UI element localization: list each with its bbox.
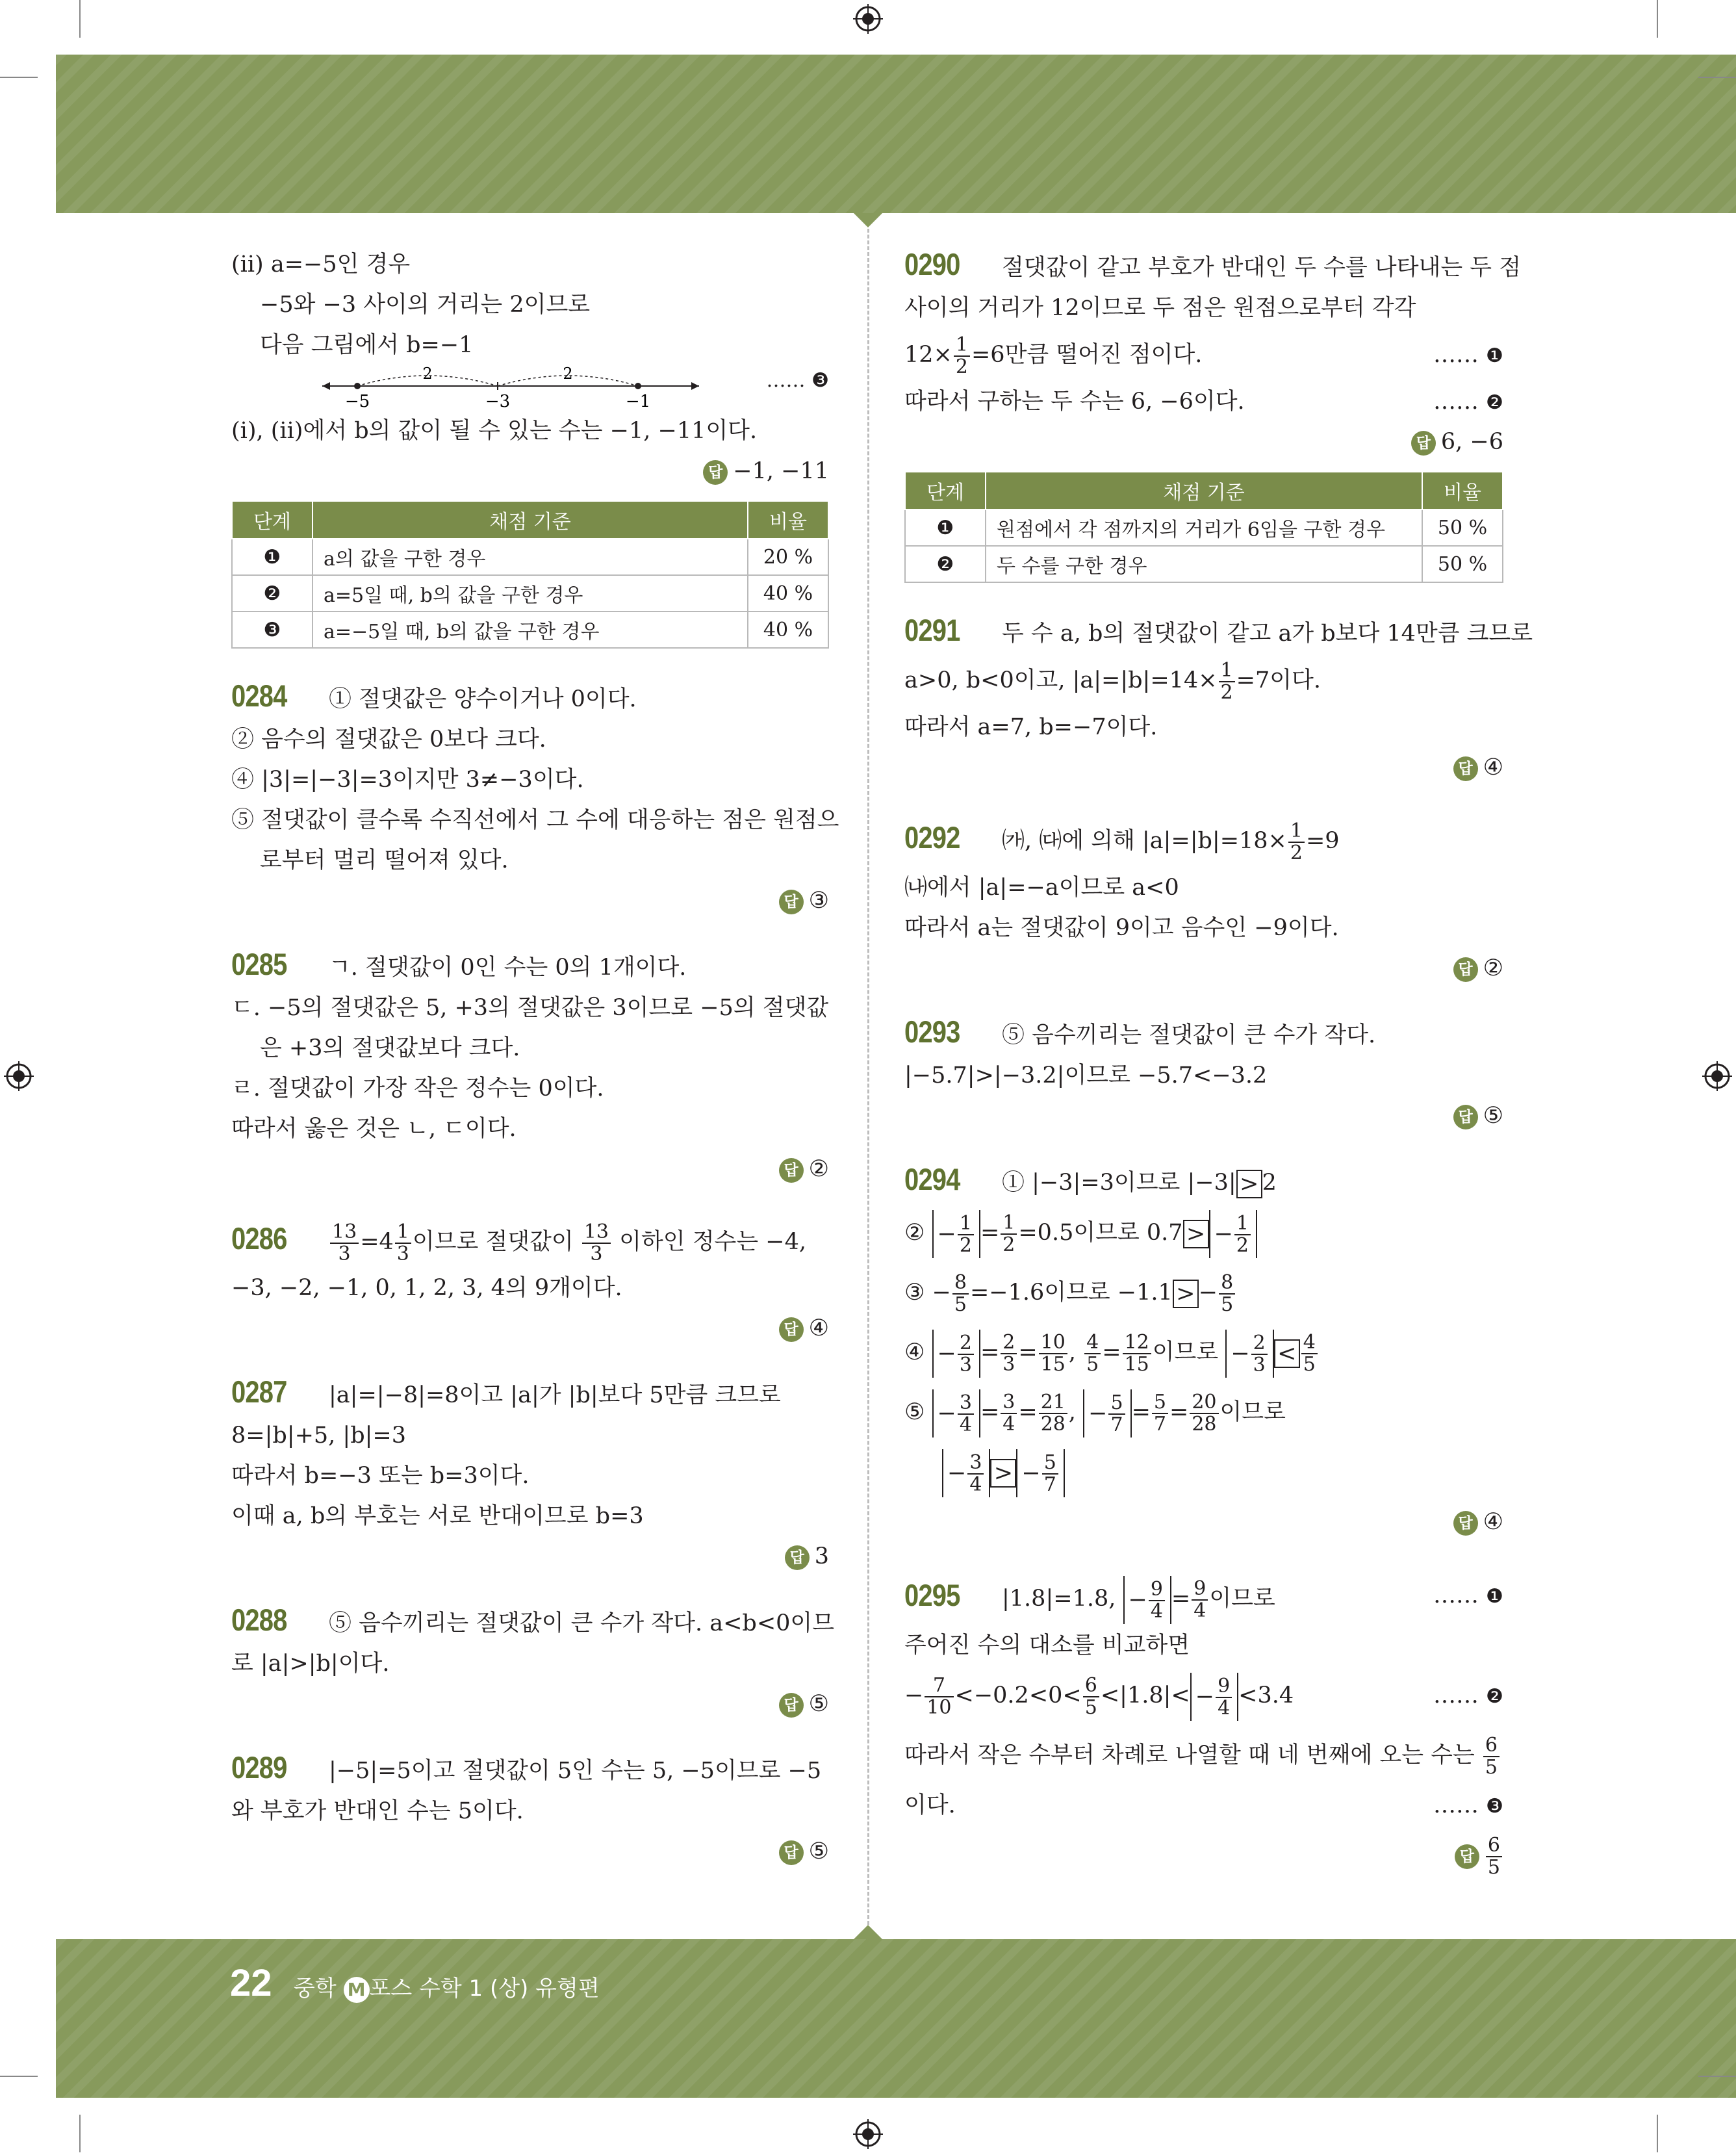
answer-badge: 답: [779, 1693, 804, 1718]
case-ii-heading: (ⅱ) a=−5인 경우: [231, 251, 411, 277]
problem-0289: 0289 |−5|=5이고 절댓값이 5인 수는 5, −5이므로 −5 와 부호가 반대인 수는 5이다. 답 ⑤: [231, 1747, 829, 1872]
answer-badge: 답: [779, 1158, 804, 1183]
right-column: [904, 244, 1533, 1885]
text-line: 다음 그림에서 b=−1: [260, 332, 474, 358]
problem-0284: 0284 ① 절댓값은 양수이거나 0이다. ② 음수의 절댓값은 0보다 크다. ④ |3|=|−3|=3이지만 3≠−3이다. ⑤ 절댓값이 클수록 수직선에서 그 수에 대응하는 점은 원점으 로부터 멀리 떨어져 있다. 답 ③: [231, 676, 829, 921]
number-line-diagram: [322, 365, 699, 411]
gap-label: 2: [563, 365, 573, 383]
answer-badge: 답: [1453, 1105, 1478, 1129]
problem-number: 0290: [904, 247, 960, 281]
header-notch: [854, 213, 882, 227]
crop-mark: [1698, 2076, 1736, 2077]
answer-badge: 답: [779, 1840, 804, 1865]
tick-label: −1: [625, 392, 651, 411]
registration-mark-icon: [853, 2119, 883, 2149]
table-header: 비율: [748, 501, 828, 539]
scoring-table: [904, 471, 1503, 583]
problem-number: 0293: [904, 1014, 960, 1049]
book-title: 중학 M 포스 수학 1 (상) 유형편: [294, 1976, 600, 2002]
answer-badge: 답: [1453, 957, 1478, 982]
gap-label: 2: [422, 365, 433, 383]
answer-badge: 답: [785, 1545, 810, 1570]
tick-label: −3: [485, 392, 511, 411]
problem-0294: 0294 ① |−3|=3이므로 |−3| > 2 ② − $\frac{1}{2}$ = $\frac{1}{2}$ =0.5이므로 0.7 > − $\frac{1}{2}$ ③ − $\frac{8}{5}$ =−1.6이므로 −1.1 > − $\frac{8}{5}$ ④ − $\frac{2}{3}$ = $\frac{2}{3}$ = $\frac{10}{15}$ , $\frac{4}{5}$ = $\frac{12}{15}$ 이므로 − $\frac{2}{3}$ < $\frac{4}{5}$ ⑤ − $\frac{3}{4}$ = $\frac{3}{4}$ = $\frac{21}{28}$ , − $\frac{5}{7}$ = $\frac{5}{7}$ = $\frac{20}{28}$ 이므로 − $\frac{3}{4}$ > − $\frac{5}{7}$ 답 ④: [904, 1159, 1503, 1542]
page-number: 22: [230, 1962, 272, 2004]
problem-0287: 0287 |a|=|−8|=8이고 |a|가 |b|보다 5만큼 크므로 8=|b|+5, |b|=3 따라서 b=−3 또는 b=3이다. 이때 a, b의 부호는 서로 반대이므로 b=3 답 3: [231, 1372, 829, 1577]
crop-mark: [1657, 0, 1658, 38]
crop-mark: [1698, 77, 1736, 78]
crop-mark: [1657, 2115, 1658, 2152]
table-row: ❷ a=5일 때, b의 값을 구한 경우 40 %: [232, 575, 828, 612]
scoring-table: [231, 500, 829, 649]
table-row: ❶ 원점에서 각 점까지의 거리가 6임을 구한 경우 50 %: [905, 509, 1503, 546]
table-header: 채점 기준: [986, 472, 1422, 509]
problem-number: 0291: [904, 613, 960, 647]
crop-mark: [79, 0, 81, 38]
problem-number: 0295: [904, 1578, 960, 1612]
table-header: 채점 기준: [313, 501, 748, 539]
number-line-row: [231, 365, 829, 411]
column-divider: [867, 229, 869, 1925]
problem-number: 0294: [904, 1162, 960, 1196]
footer-band: [56, 1939, 1736, 2098]
crop-mark: [0, 2076, 38, 2077]
problem-number: 0289: [231, 1750, 287, 1785]
crop-mark: [79, 2115, 81, 2152]
problem-0288: 0288 ⑤ 음수끼리는 절댓값이 큰 수가 작다. a<b<0이므 로 |a|>|b|이다. 답 ⑤: [231, 1600, 829, 1724]
footer-notch: [854, 1925, 882, 1939]
crop-mark: [0, 77, 38, 78]
summary-line: (ⅰ), (ⅱ)에서 b의 값이 될 수 있는 수는 −1, −11이다.: [231, 418, 758, 444]
problem-number: 0288: [231, 1603, 287, 1637]
problem-number: 0284: [231, 678, 287, 713]
problem-0293: 0293 ⑤ 음수끼리는 절댓값이 큰 수가 작다. |−5.7|>|−3.2|이므로 −5.7<−3.2 답 ⑤: [904, 1012, 1503, 1136]
problem-0292: 0292 ㈎, ㈐에 의해 |a|=|b|=18× $\frac{1}{2}$ =9 ㈏에서 |a|=−a이므로 a<0 따라서 a는 절댓값이 9이고 음수인 −9이다. 답 ②: [904, 811, 1503, 988]
problem-number: 0285: [231, 947, 287, 981]
problem-number: 0286: [231, 1221, 287, 1256]
problem-0290: 0290 절댓값이 같고 부호가 반대인 두 수를 나타내는 두 점 사이의 거리가 12이므로 두 점은 원점으로부터 각각 12× $\frac{1}{2}$ =6만큼 떨어진 점이다. …… ❶ 따라서 구하는 두 수는 6, −6이다. …… ❷ 답 6, −6: [904, 244, 1503, 462]
answer-badge: 답: [1453, 756, 1478, 781]
answer-badge: 답: [779, 1317, 804, 1342]
tick-label: −5: [344, 392, 370, 411]
table-header: 단계: [232, 501, 313, 539]
answer-badge: 답: [1455, 1844, 1479, 1869]
problem-0295: 0295 |1.8|=1.8, − $\frac{9}{4}$ = $\frac{9}{4}$ 이므로 …… ❶ 주어진 수의 대소를 비교하면 − $\frac{7}{10}$ <−0.2<0< $\frac{6}{5}$ <|1.8|< − $\frac{9}{4}$ <3.4 …… ❷ 따라서 작은 수부터 차례로 나열할 때 네 번째에 오는 수는 $\frac{6}{5}$ 이다. …… ❸ 답 $\frac{6}{5}$: [904, 1566, 1503, 1885]
left-column: [231, 244, 839, 1872]
text-line: −5와 −3 사이의 거리는 2이므로: [260, 292, 591, 318]
header-band: [56, 55, 1736, 213]
table-row: ❸ a=−5일 때, b의 값을 구한 경우 40 %: [232, 612, 828, 648]
problem-0286: 0286 $\frac{13}{3}$ =4 $\frac{1}{3}$ 이므로 절댓값이 $\frac{13}{3}$ 이하인 정수는 −4, −3, −2, −1, 0, 1, 2, 3, 4의 9개이다. 답 ④: [231, 1213, 829, 1348]
table-header: 비율: [1422, 472, 1503, 509]
problem-number: 0292: [904, 820, 960, 855]
problem-0285: 0285 ㄱ. 절댓값이 0인 수는 0의 1개이다. ㄷ. −5의 절댓값은 5, +3의 절댓값은 3이므로 −5의 절댓값 은 +3의 절댓값보다 크다. ㄹ. 절댓값이 가장 작은 정수는 0이다. 따라서 옳은 것은 ㄴ, ㄷ이다. 답 ②: [231, 944, 829, 1189]
answer-badge: 답: [1453, 1511, 1478, 1536]
problem-number: 0287: [231, 1374, 287, 1409]
m-logo-icon: M: [344, 1977, 370, 2003]
answer-badge: 답: [703, 460, 728, 485]
answer-badge: 답: [1411, 431, 1436, 456]
problem-0291: 0291 두 수 a, b의 절댓값이 같고 a가 b보다 14만큼 크므로 a>0, b<0이고, |a|=|b|=14× $\frac{1}{2}$ =7이다. 따라서 a=7, b=−7이다. 답 ④: [904, 610, 1503, 788]
registration-mark-icon: [1702, 1061, 1732, 1091]
answer-badge: 답: [779, 890, 804, 914]
table-row: ❶ a의 값을 구한 경우 20 %: [232, 539, 828, 575]
step-marker: …… ❸: [766, 369, 829, 392]
answer-value: −1, −11: [733, 458, 829, 484]
answer-line: [231, 451, 829, 491]
table-row: ❷ 두 수를 구한 경우 50 %: [905, 546, 1503, 582]
table-header: 단계: [905, 472, 986, 509]
registration-mark-icon: [4, 1061, 34, 1091]
registration-mark-icon: [853, 4, 883, 34]
